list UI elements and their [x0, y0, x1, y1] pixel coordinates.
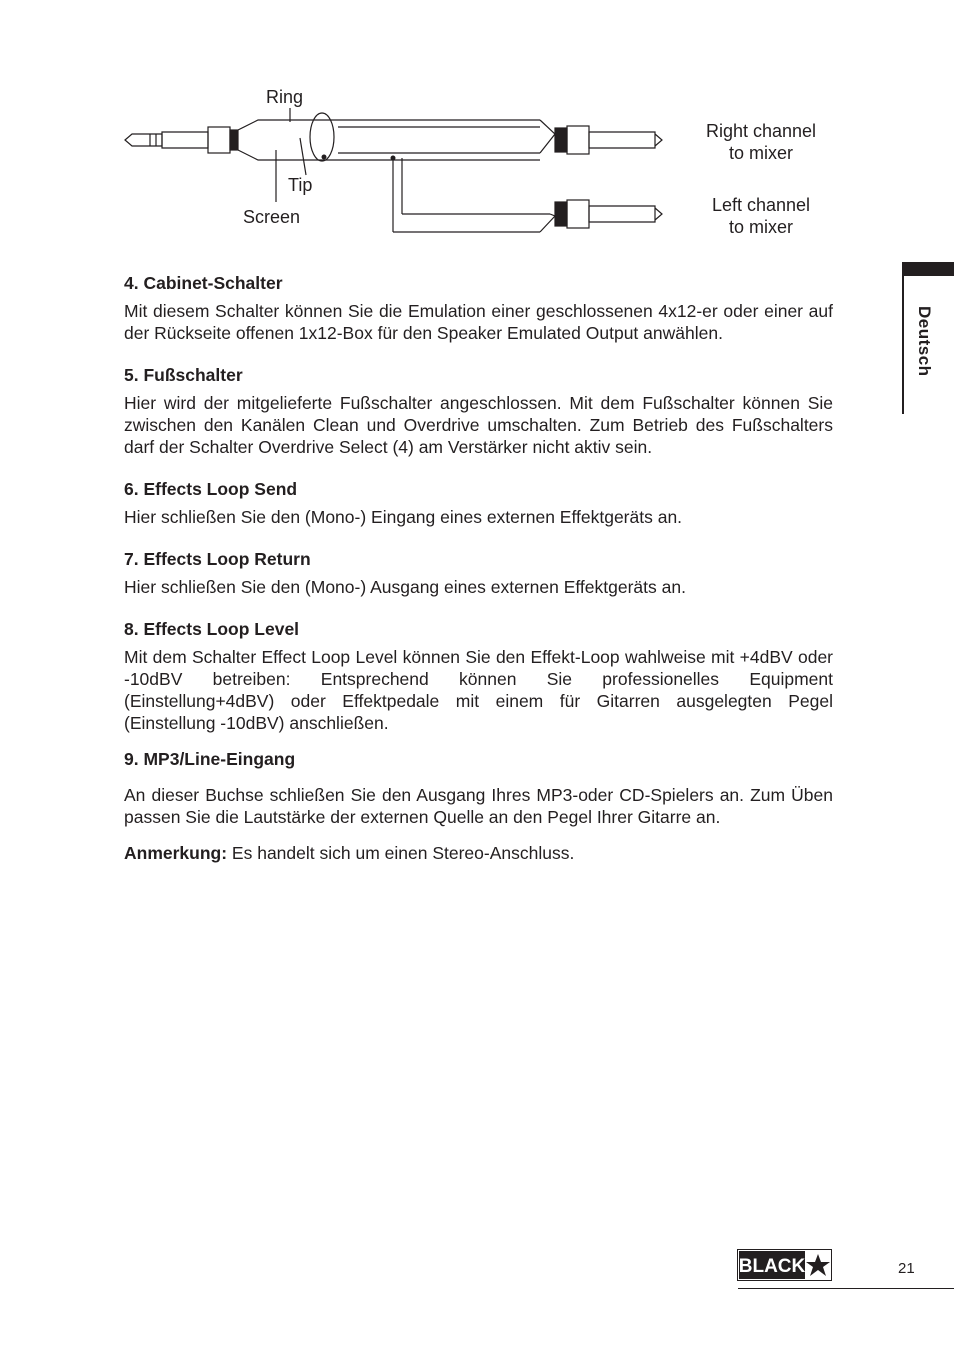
- note-label: Anmerkung:: [124, 843, 228, 863]
- section-effects-loop-send: [124, 478, 833, 528]
- logo-text: BLACK: [738, 1256, 806, 1277]
- section-heading: 8. Effects Loop Level: [124, 619, 300, 639]
- language-tab: [904, 306, 944, 386]
- section-heading: 5. Fußschalter: [124, 365, 243, 385]
- section-heading: 4. Cabinet-Schalter: [124, 273, 283, 293]
- section-effects-loop-return: [124, 548, 833, 598]
- right-channel-line1: Right channel: [705, 121, 817, 141]
- section-text: An dieser Buchse schließen Sie den Ausgang Ihres MP3-oder CD-Spielers an. Zum Üben passen Sie die Lautstärke der externen Quelle an den Pegel Ihrer Gitarre an.: [124, 785, 833, 827]
- ring-label: Ring: [266, 87, 304, 107]
- section-text: Mit dem Schalter Effect Loop Level können Sie den Effekt-Loop wahlweise mit +4dBV oder -10dBV betreiben: Entsprechend können Sie professionelles Equipment (Einstellung+4dBV) oder Effektpedale mit einem für Gitarren ausgelegten Pegel (Einstellung -10dBV) anschließen.: [124, 647, 833, 733]
- section-text: Hier schließen Sie den (Mono-) Eingang eines externen Effektgeräts an.: [124, 507, 683, 527]
- section-cabinet-switch: [124, 272, 833, 344]
- right-channel-line2: to mixer: [728, 143, 793, 163]
- tip-label: Tip: [288, 175, 313, 195]
- note-text: Es handelt sich um einen Stereo-Anschluss.: [227, 843, 575, 863]
- section-mp3-line-input: [124, 748, 833, 828]
- black-star-logo-icon: [737, 1249, 832, 1281]
- section-footswitch: [124, 364, 833, 458]
- section-text: Hier schließen Sie den (Mono-) Ausgang eines externen Effektgeräts an.: [124, 577, 686, 597]
- section-text: Hier wird der mitgelieferte Fußschalter angeschlossen. Mit dem Fußschalter können Sie zwischen den Kanälen Clean und Overdrive umschalten. Zum Betrieb des Fußschalters darf der Schalter Overdrive Select (4) am Verstärker nicht aktiv sein.: [124, 393, 833, 457]
- section-heading: 6. Effects Loop Send: [124, 479, 298, 499]
- section-heading: 7. Effects Loop Return: [124, 549, 311, 569]
- left-channel-label: [690, 194, 832, 238]
- left-channel-line2: to mixer: [728, 217, 793, 237]
- page-number: 21: [898, 1260, 915, 1277]
- section-effects-loop-level: [124, 618, 833, 734]
- language-tab-label: Deutsch: [915, 306, 934, 377]
- section-heading: 9. MP3/Line-Eingang: [124, 749, 296, 769]
- right-channel-label: [690, 120, 832, 164]
- section-text: Mit diesem Schalter können Sie die Emulation einer geschlossenen 4x12-er oder einer auf der Rückseite offenen 1x12-Box für den Speaker Emulated Output anwählen.: [124, 301, 833, 343]
- left-channel-line1: Left channel: [711, 195, 811, 215]
- brand-logo: [737, 1249, 832, 1281]
- footer-rule: [738, 1288, 954, 1289]
- screen-label: Screen: [243, 207, 301, 227]
- language-tab-bar: [902, 262, 954, 276]
- main-content: [124, 272, 833, 864]
- note: [124, 842, 833, 864]
